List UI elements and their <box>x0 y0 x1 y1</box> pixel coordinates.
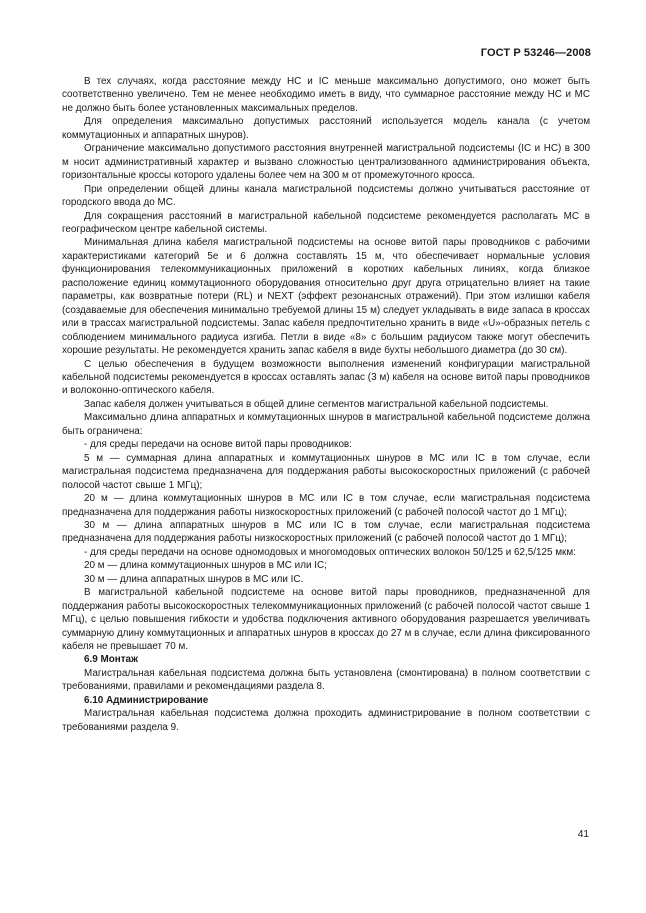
list-item: 30 м — длина аппаратных шнуров в MC или IC в том случае, если магистральная подсистема предназначена для поддержания работы низкоскоростных приложений (с рабочей полосой частот до 1 МГц); <box>62 519 590 545</box>
list-heading: - для среды передачи на основе одномодовых и многомодовых оптических волокон 50/125 и 62,5/125 мкм: <box>84 546 576 558</box>
paragraph: При определении общей длины канала магистральной подсистемы должно учитываться расстояние от городского ввода до MC. <box>62 183 590 209</box>
page-number: 41 <box>577 829 589 840</box>
paragraph: Максимально длина аппаратных и коммутационных шнуров в магистральной кабельной подсистеме должна быть ограничена: <box>62 412 590 437</box>
section-heading-6-9: 6.9 Монтаж <box>84 654 139 666</box>
paragraph: С целью обеспечения в будущем возможности выполнения изменений конфигурации магистральной кабельной подсистемы рекомендуется в кроссах оставлять запас (3 м) кабеля на основе витой пары проводников и волоконно-оптического кабеля. <box>62 358 590 397</box>
document-number: ГОСТ Р 53246—2008 <box>480 47 591 59</box>
section-text-6-9: Магистральная кабельная подсистема должна быть установлена (смонтирована) в полном соответствии с требованиями, правилами и рекомендациями раздела 8. <box>62 667 590 693</box>
list-item: 20 м — длина коммутационных шнуров в MC или IC; <box>84 560 327 572</box>
section-heading-6-10: 6.10 Администрирование <box>84 694 209 706</box>
paragraph: В магистральной кабельной подсистеме на основе витой пары проводников, предназначенной для поддержания работы высокоскоростных телекоммуникационных приложений (с рабочей полосой частот свыше 1 МГц), с целью повышения гибкости и удобства подключения активного оборудования разрешается увеличивать суммарную длину коммутационных и аппаратных шнуров в кроссах до 27 м в случае, если длина фиксированного кабеля не превышает 70 м. <box>62 587 590 653</box>
list-item: 5 м — суммарная длина аппаратных и коммутационных шнуров в MC или IC в том случае, если магистральная подсистема предназначена для поддержания работы высокоскоростных приложений (с рабочей полосой частот свыше 1 МГц); <box>62 452 590 491</box>
section-text-6-10: Магистральная кабельная подсистема должна проходить администрирование в полном соответствии с требованиями раздела 9. <box>62 708 590 733</box>
paragraph: В тех случаях, когда расстояние между HC и IC меньше максимально допустимого, оно может быть соответственно увеличено. Тем не менее необходимо иметь в виду, что суммарное расстояние между HC и MC не должно быть более установленных максимальных пределов. <box>62 76 590 114</box>
paragraph: Для определения максимально допустимых расстояний используется модель канала (с учетом коммутационных и аппаратных шнуров). <box>62 116 590 141</box>
page-body <box>62 75 590 734</box>
paragraph: Запас кабеля должен учитываться в общей длине сегментов магистральной кабельной подсистемы. <box>84 398 549 410</box>
paragraph: Ограничение максимально допустимого расстояния внутренней магистральной подсистемы (IC и HC) в 300 м носит административный характер и вызвано сложностью централизованного администрирования объекта, горизонтальные кроссы которого удалены более чем на 300 м от промежуточного кросса. <box>62 143 590 182</box>
paragraph: Для сокращения расстояний в магистральной кабельной подсистеме рекомендуется располагать MC в географическом центре кабельной системы. <box>62 210 590 235</box>
list-item: 20 м — длина коммутационных шнуров в MC или IC в том случае, если магистральная подсистема предназначена для поддержания работы низкоскоростных приложений (с рабочей полосой частот до 1 МГц); <box>62 493 590 518</box>
paragraph: Минимальная длина кабеля магистральной подсистемы на основе витой пары проводников с рабочими характеристиками категорий 5e и 6 должна составлять 15 м, что обеспечивает нормальные условия функционирования телекоммуникационных приложений в коротких кабельных линиях, когда близкое расположение единиц коммутационного оборудования относительно друг друга отрицательно влияет на такие параметры, как возвратные потери (RL) и NEXT (эффект резонансных отражений). При этом излишки кабеля (создаваемые для обеспечения минимально требуемой длины 15 м) следует укладывать в виде запаса в кроссах или в трассах магистральной подсистемы. Запас кабеля предпочтительно хранить в виде «U»-образных петель с соблюдением минимального радиуса изгиба. Петли в виде «8» с большим радиусом также могут обеспечить хорошие результаты. Не рекомендуется хранить запас кабеля в виде бухты небольшого диаметра (до 30 см). <box>62 237 590 357</box>
list-item: 30 м — длина аппаратных шнуров в MC или IC. <box>84 573 304 585</box>
list-heading: - для среды передачи на основе витой пары проводников: <box>84 439 352 451</box>
